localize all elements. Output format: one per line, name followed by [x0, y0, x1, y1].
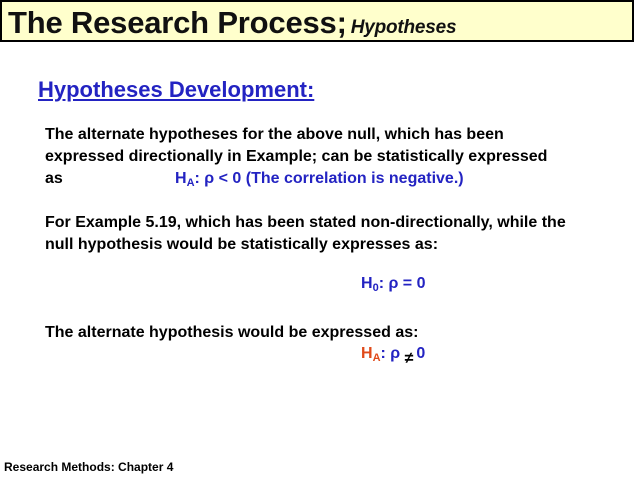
ha2-suffix: 0 [416, 345, 426, 362]
null-hypothesis-equation [361, 275, 426, 293]
h0-symbol: H [361, 275, 373, 292]
alternate-hypothesis-equation [361, 345, 426, 367]
footer: Research Methods: Chapter 4 [4, 460, 174, 474]
paragraph-3 [45, 322, 418, 344]
paragraph-1 [45, 124, 547, 190]
section-heading: Hypotheses Development: [38, 77, 315, 102]
paragraph-2 [45, 212, 566, 256]
paragraph-1-line-3 [45, 168, 547, 190]
title-subtitle: Hypotheses [350, 17, 457, 38]
paragraph-1-line-1: The alternate hypotheses for the above null, which has been [45, 126, 504, 143]
ha2-symbol-letter: H [361, 345, 373, 362]
paragraph-1-as: as [45, 170, 63, 187]
h0-expression: : ρ = 0 [378, 275, 426, 292]
ha-subscript: A [186, 177, 195, 189]
not-equal-symbol: ≠ [404, 350, 414, 367]
paragraph-2-line-1: For Example 5.19, which has been stated non-directionally, while the [45, 214, 566, 231]
ha2-subscript: A [372, 352, 381, 364]
paragraph-1-line-2: expressed directionally in Example; can be statistically expressed [45, 148, 548, 165]
title-bar [0, 0, 634, 42]
paragraph-3-line-1: The alternate hypothesis would be expressed as: [45, 324, 419, 341]
alternate-hypothesis-directional [175, 170, 464, 187]
ha2-symbol [361, 345, 381, 362]
paragraph-2-line-2: null hypothesis would be statistically expresses as: [45, 236, 439, 253]
ha2-prefix: : ρ [380, 345, 405, 362]
ha-expression: : ρ < 0 (The correlation is negative.) [194, 170, 464, 187]
slide-title [8, 5, 456, 41]
ha-symbol: H [175, 170, 187, 187]
title-main-text: The Research Process; [8, 5, 347, 40]
h0-subscript: 0 [372, 282, 379, 294]
